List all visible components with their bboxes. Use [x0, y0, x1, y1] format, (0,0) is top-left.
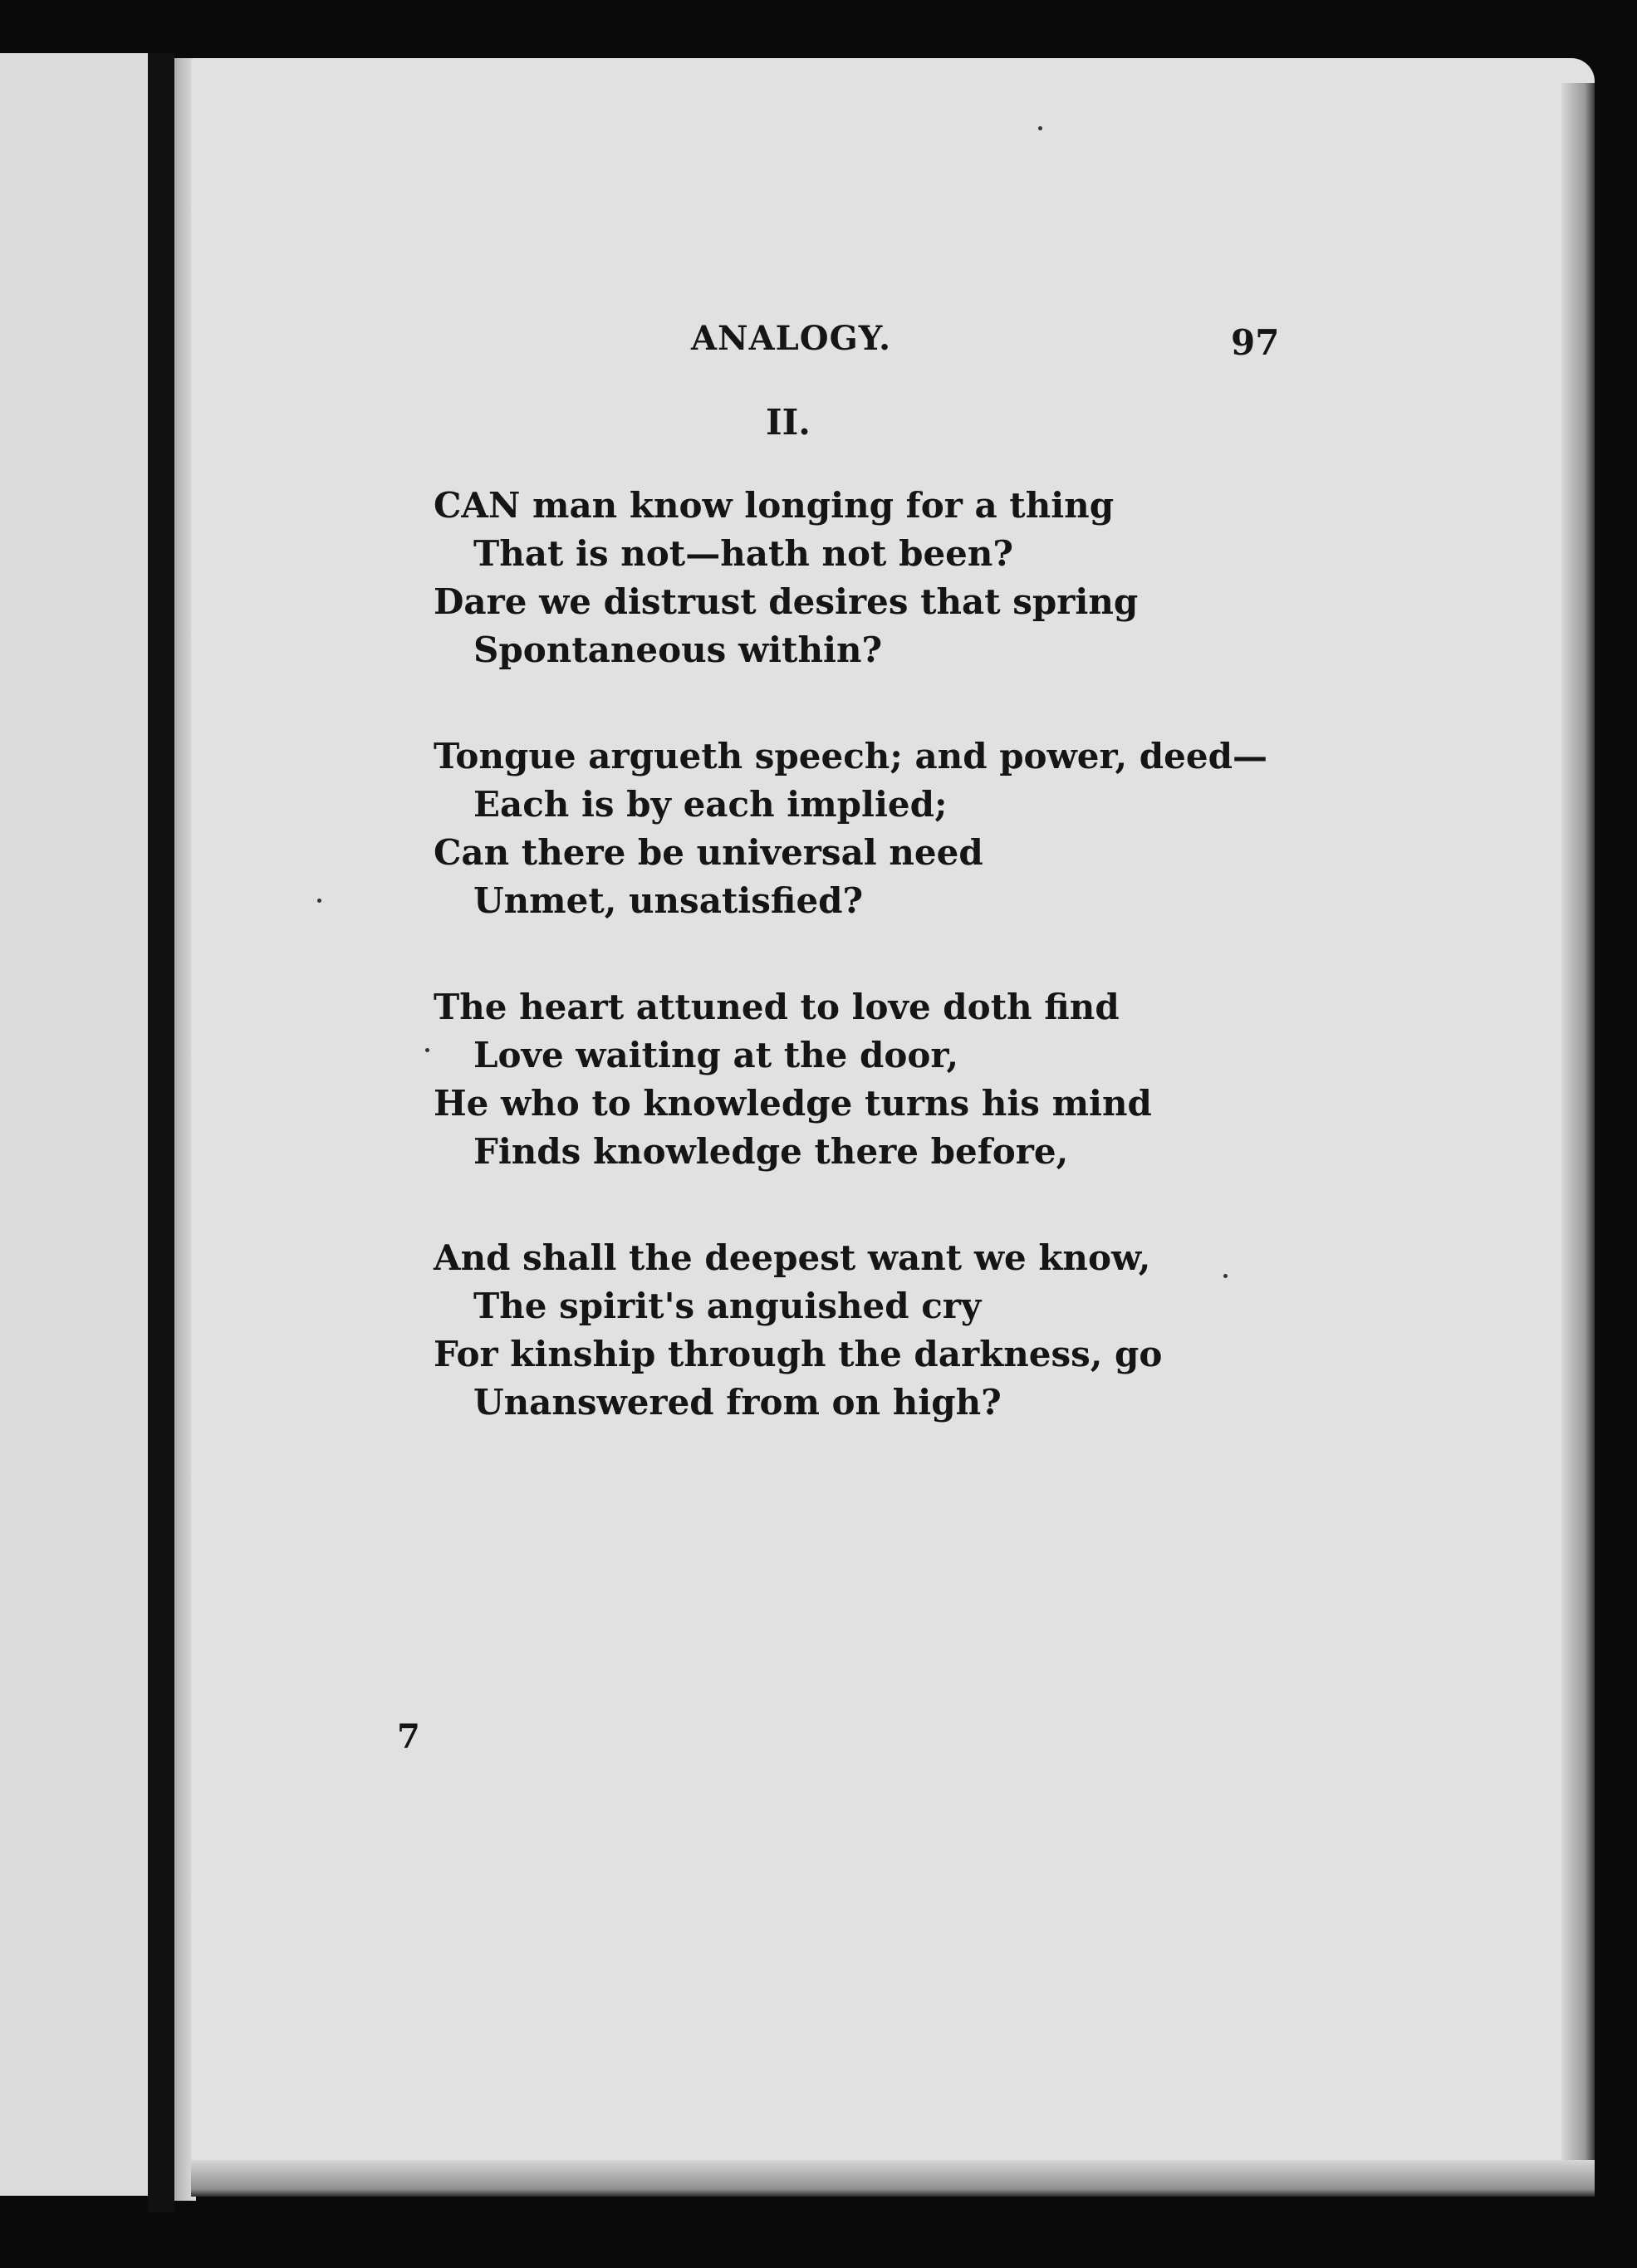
stanza	[434, 983, 1264, 1176]
poem-line: Each is by each implied;	[473, 784, 948, 825]
poem-line: Unmet, unsatisfied?	[473, 880, 864, 921]
signature-mark: 7	[397, 1717, 420, 1756]
running-title: ANALOGY.	[691, 319, 892, 358]
poem-line: That is not—hath not been?	[473, 533, 1014, 574]
poem-line: The spirit's anguished cry	[473, 1286, 982, 1326]
stanza	[434, 1234, 1264, 1427]
poem-line: The heart attuned to love doth find	[434, 987, 1120, 1027]
speck	[317, 899, 321, 903]
poem-line: Tongue argueth speech; and power, deed—	[434, 736, 1267, 776]
section-number: II.	[766, 402, 811, 443]
page-bottom-edge	[191, 2160, 1595, 2197]
poem-line: Can there be universal need	[434, 832, 983, 873]
poem-line: CAN man know longing for a thing	[434, 485, 1115, 526]
page-number: 97	[1231, 322, 1280, 363]
page-edge	[1561, 83, 1595, 2176]
poem-line: And shall the deepest want we know,	[434, 1237, 1151, 1278]
poem-line: Finds knowledge there before,	[473, 1131, 1069, 1172]
poem	[434, 482, 1267, 1485]
poem-line: Dare we distrust desires that spring	[434, 581, 1139, 622]
poem-line: He who to knowledge turns his mind	[434, 1083, 1152, 1124]
book-spine	[148, 53, 174, 2212]
stanza	[434, 732, 1267, 925]
poem-line: For kinship through the darkness, go	[434, 1334, 1163, 1374]
stanza	[434, 482, 1264, 674]
poem-line: Unanswered from on high?	[473, 1382, 1002, 1423]
speck	[1038, 126, 1042, 130]
speck	[425, 1048, 429, 1052]
facing-page-edge	[0, 53, 148, 2196]
poem-line: Spontaneous within?	[473, 629, 883, 670]
poem-line: Love waiting at the door,	[473, 1035, 959, 1075]
